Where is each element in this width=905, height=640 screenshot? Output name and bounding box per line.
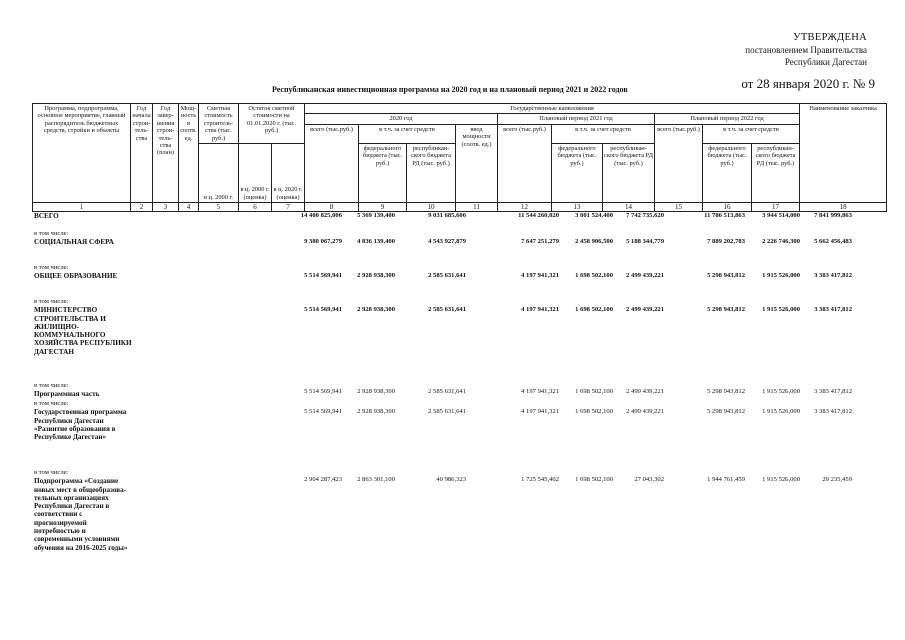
- col-number: 13: [552, 203, 603, 212]
- col-start-year: Год начала строи-тель-ства: [131, 104, 153, 203]
- col-number: 2: [131, 203, 153, 212]
- row-value: 1 698 502,100: [575, 408, 613, 415]
- row-value: 7 889 202,783: [707, 238, 745, 245]
- row-label: [34, 469, 134, 552]
- row-value: 2 928 938,300: [357, 272, 395, 279]
- row-value: 2 928 938,300: [357, 388, 395, 395]
- row-value: 1 698 502,100: [575, 272, 613, 279]
- row-value: 3 383 417,812: [814, 272, 852, 279]
- row-value: 1 698 502,100: [575, 306, 613, 313]
- total-2021: всего (тыс.руб.): [498, 124, 552, 202]
- row-value: 2 499 439,221: [626, 272, 664, 279]
- estimate-price-2000: в ц. 2000 г.: [199, 144, 239, 203]
- row-value: 3 383 417,812: [814, 306, 852, 313]
- row-value: 1 915 526,000: [762, 476, 800, 483]
- document-title: Республиканская инвестиционная программа на 2020 год и на плановый период 2021 и 2022 годов: [272, 85, 628, 94]
- col-number: 15: [655, 203, 703, 212]
- year-2021: Плановый период 2021 год: [498, 114, 655, 124]
- col-number: 6: [239, 203, 272, 212]
- col-estimate: Сметная стоимость строитель-ства (тыс. руб.): [199, 104, 239, 144]
- row-value: 1 698 502,100: [575, 476, 613, 483]
- row-value: 3 944 514,000: [762, 212, 800, 219]
- col-number: 8: [305, 203, 359, 212]
- row-value: 7 841 999,863: [814, 212, 852, 219]
- row-value: 5 298 943,812: [707, 306, 745, 313]
- row-value: 5 188 344,779: [626, 238, 664, 245]
- col-number: 1: [33, 203, 131, 212]
- row-value: 4 836 139,400: [357, 238, 395, 245]
- row-intro: в том числе:: [34, 298, 69, 305]
- incl-2022: в т.ч. за счет средств: [703, 124, 800, 143]
- row-label: [34, 298, 134, 356]
- approval-heading: УТВЕРЖДЕНА: [793, 32, 867, 43]
- row-value: 2 585 631,641: [428, 306, 466, 313]
- incl-2021: в т.ч. за счет средств: [552, 124, 655, 143]
- row-value: 2 499 439,221: [626, 388, 664, 395]
- row-intro: в том числе:: [34, 382, 69, 389]
- row-value: 2 928 938,300: [357, 408, 395, 415]
- row-value: 2 585 631,641: [428, 408, 466, 415]
- row-intro: в том числе:: [34, 264, 69, 271]
- federal-2020: федерального бюджета (тыс. руб.): [359, 144, 407, 203]
- row-value: 5 514 569,941: [304, 272, 342, 279]
- col-end-year: Год завер-шения строи-тель-ства (план): [153, 104, 179, 203]
- column-number-row: [33, 203, 887, 212]
- row-value: 9 031 685,606: [428, 212, 466, 219]
- row-value: 2 904 287,423: [304, 476, 342, 483]
- approval-date: от 28 января 2020 г. № 9: [741, 76, 875, 91]
- row-value: 5 298 943,812: [707, 272, 745, 279]
- approval-line-2: Республики Дагестан: [784, 57, 867, 67]
- row-value: 2 458 906,500: [575, 238, 613, 245]
- row-value: 3 383 417,812: [814, 388, 852, 395]
- row-value: 1 915 526,000: [762, 388, 800, 395]
- row-value: 11 544 260,020: [518, 212, 559, 219]
- col-number: 4: [179, 203, 199, 212]
- row-name: МИНИСТЕРСТВО СТРОИТЕЛЬСТВА И ЖИЛИЩНО-КОММУНАЛЬНОГО ХОЗЯЙСТВА РЕСПУБЛИКИ ДАГЕСТАН: [34, 306, 132, 356]
- row-value: 1 915 526,000: [762, 272, 800, 279]
- row-name: Государственная программа Республики Дагестан «Развитие образования в Республике Дагестан»: [34, 408, 127, 442]
- header-table: [32, 103, 887, 212]
- row-name: Подпрограмма «Создание новых мест в общеобразова-тельных организациях Республики Дагестан в соответствии с прогнозируемой потребностью и современными условиями обучения на 2016-2025 годы»: [34, 477, 128, 552]
- row-value: 4 543 927,879: [428, 238, 466, 245]
- col-number: 16: [703, 203, 752, 212]
- col-number: 18: [800, 203, 887, 212]
- year-2020: 2020 год: [305, 114, 498, 124]
- col-number: 9: [359, 203, 407, 212]
- capacity-in-2020: ввод мощности (соотв. ед.): [456, 124, 498, 202]
- row-value: 5 514 569,941: [304, 388, 342, 395]
- row-value: 2 499 439,221: [626, 306, 664, 313]
- row-value: 3 383 417,812: [814, 408, 852, 415]
- col-number: 10: [407, 203, 456, 212]
- row-value: 5 298 943,812: [707, 408, 745, 415]
- col-number: 3: [153, 203, 179, 212]
- row-value: 2 585 631,641: [428, 388, 466, 395]
- row-value: 3 801 524,400: [575, 212, 613, 219]
- approval-block: [745, 32, 867, 68]
- col-customer: Наименование заказчика: [800, 104, 887, 203]
- row-intro: в том числе:: [34, 469, 69, 476]
- row-value: 1 915 526,000: [762, 306, 800, 313]
- row-value: 4 197 941,321: [521, 272, 559, 279]
- row-value: 2 499 439,221: [626, 408, 664, 415]
- row-intro: в том числе:: [34, 230, 69, 237]
- row-value: 9 380 067,279: [304, 238, 342, 245]
- row-value: 14 400 825,006: [300, 212, 342, 219]
- row-label: [34, 382, 134, 399]
- total-2020: всего (тыс.руб.): [305, 124, 359, 202]
- row-value: 4 197 941,321: [521, 408, 559, 415]
- row-value: 5 662 456,483: [814, 238, 852, 245]
- col-capacity: Мощ-ность в соотв. ед.: [179, 104, 199, 203]
- row-name: ВСЕГО: [34, 212, 59, 220]
- col-state-investment: Государственные капвложения: [305, 104, 800, 114]
- federal-2021: федерального бюджета (тыс. руб.): [552, 144, 603, 203]
- row-value: 1 725 545,402: [521, 476, 559, 483]
- row-label: [34, 400, 134, 441]
- republic-2022: республикан-ского бюджета РД (тыс. руб.): [752, 144, 800, 203]
- row-label: [34, 230, 134, 247]
- row-value: 1 944 761,459: [707, 476, 745, 483]
- row-value: 2 863 301,100: [357, 476, 395, 483]
- row-value: 40 986,323: [436, 476, 466, 483]
- col-number: 17: [752, 203, 800, 212]
- row-value: 5 514 569,941: [304, 408, 342, 415]
- row-value: 29 235,459: [822, 476, 852, 483]
- row-value: 4 197 941,321: [521, 306, 559, 313]
- row-value: 5 514 569,941: [304, 306, 342, 313]
- row-label: [34, 264, 134, 281]
- incl-2020: в т.ч. за счет средств: [359, 124, 456, 143]
- col-number: 5: [199, 203, 239, 212]
- col-program: Программа, подпрограмма, основное мероприятие, главный распорядитель бюджетных средств, стройки и объекты: [33, 104, 131, 203]
- row-value: 11 786 513,863: [704, 212, 745, 219]
- row-value: 4 197 941,321: [521, 388, 559, 395]
- row-value: 1 698 502,100: [575, 388, 613, 395]
- row-value: 7 647 251,279: [521, 238, 559, 245]
- row-value: 5 369 139,400: [357, 212, 395, 219]
- col-number: 14: [603, 203, 655, 212]
- remain-2020: в ц. 2020 г. (оценка): [272, 144, 305, 203]
- republic-2021: республикан-ского бюджета РД (тыс. руб.): [603, 144, 655, 203]
- col-number: 11: [456, 203, 498, 212]
- federal-2022: федерального бюджета (тыс. руб.): [703, 144, 752, 203]
- row-value: 5 298 943,812: [707, 388, 745, 395]
- col-remaining: Остаток сметной стоимости на 01.01.2020 г. (тыс. руб.): [239, 104, 305, 144]
- col-number: 12: [498, 203, 552, 212]
- row-value: 7 742 735,620: [626, 212, 664, 219]
- row-name: ОБЩЕЕ ОБРАЗОВАНИЕ: [34, 272, 118, 281]
- row-name: Программная часть: [34, 390, 100, 399]
- row-value: 27 043,302: [634, 476, 664, 483]
- remain-2000: в ц. 2000 г. (оценка): [239, 144, 272, 203]
- row-label: [34, 212, 134, 220]
- year-2022: Плановый период 2022 год: [655, 114, 800, 124]
- row-name: СОЦИАЛЬНАЯ СФЕРА: [34, 238, 114, 247]
- total-2022: всего (тыс.руб.): [655, 124, 703, 202]
- republic-2020: республикан-ского бюджета РД (тыс. руб.): [407, 144, 456, 203]
- col-number: 7: [272, 203, 305, 212]
- approval-line-1: постановлением Правительства: [745, 45, 867, 55]
- row-value: 1 915 526,000: [762, 408, 800, 415]
- row-value: 2 585 631,641: [428, 272, 466, 279]
- row-intro: в том числе:: [34, 400, 69, 407]
- row-value: 2 928 938,300: [357, 306, 395, 313]
- row-value: 2 226 746,300: [762, 238, 800, 245]
